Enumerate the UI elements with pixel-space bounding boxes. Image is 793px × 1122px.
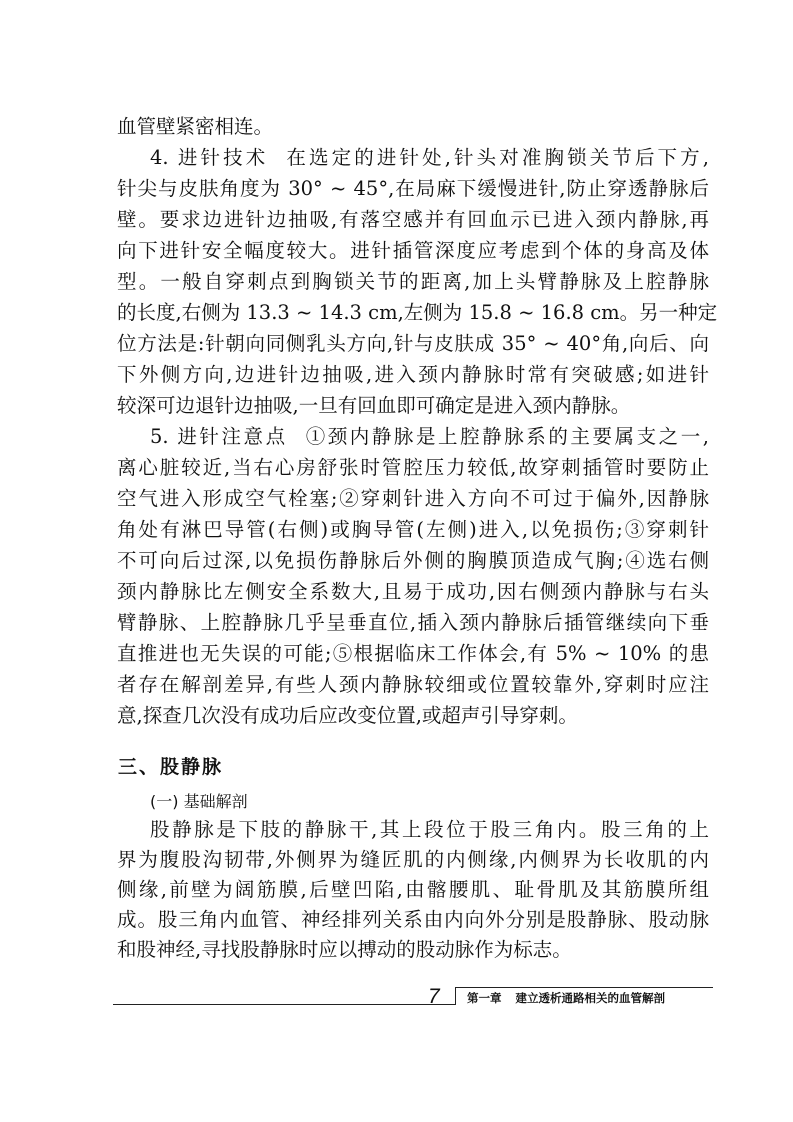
text-line [117,700,709,731]
line-text: 向下进针安全幅度较大。进针插管深度应考虑到个体的身高及体 [117,239,709,262]
line-text: 在选定的进针处,针头对准胸锁关节后下方, [286,146,709,169]
text-line [117,576,709,607]
line-text: 型。一般自穿刺点到胸锁关节的距离,加上头臂静脉及上腔静脉 [117,270,709,293]
line-text: 不可向后过深,以免损伤静脉后外侧的胸膜顶造成气胸;④选右侧 [117,549,709,572]
page-number: 7 [428,985,440,1008]
text-line [117,142,709,173]
line-text: 血管壁紧密相连。 [117,115,274,138]
text-line [117,390,709,421]
line-text: 者存在解剖差异,有些人颈内静脉较细或位置较靠外,穿刺时应注 [117,673,709,696]
line-text: 下外侧方向,边进针边抽吸,进入颈内静脉时常有突破感;如进针 [117,363,709,386]
line-text: 位方法是:针朝向同侧乳头方向,针与皮肤成 35° ~ 40°角,向后、向 [117,332,709,355]
line-text: 界为腹股沟韧带,外侧界为缝匠肌的内侧缘,内侧界为长收肌的内 [117,848,709,871]
running-footer [467,990,665,1006]
line-text: 离心脏较近,当右心房舒张时管腔压力较低,故穿刺插管时要防止 [117,456,709,479]
text-line [117,514,709,545]
text-line [117,545,709,576]
text-line [117,483,709,514]
line-text: 和股神经,寻找股静脉时应以搏动的股动脉作为标志。 [117,938,572,961]
line-text: 空气进入形成空气栓塞;②穿刺针进入方向不可过于偏外,因静脉 [117,487,709,510]
footer-top-rule [455,987,713,988]
body-text-section-a [117,111,718,731]
footer-rule [113,1004,455,1005]
text-line [117,421,709,452]
text-line [117,607,709,638]
text-line [117,845,709,875]
paragraph-label: 5. 进针注意点 [150,425,288,448]
line-text: 成。股三角内血管、神经排列关系由内向外分别是股静脉、股动脉 [117,908,709,931]
text-line [117,905,709,935]
line-text: ①颈内静脉是上腔静脉系的主要属支之一, [305,425,709,448]
text-line [117,328,709,359]
line-text: 较深可边退针边抽吸,一旦有回血即可确定是进入颈内静脉。 [117,394,631,417]
text-line [117,638,709,669]
text-line [117,173,709,204]
footer-divider [455,987,456,1005]
chapter-number: 第一章 [467,991,502,1005]
line-text: 壁。要求边进针边抽吸,有落空感并有回血示已进入颈内静脉,再 [117,208,709,231]
text-line [117,204,709,235]
line-text: 的长度,右侧为 13.3 ~ 14.3 cm,左侧为 15.8 ~ 16.8 cm。另一种定 [117,301,718,324]
line-text: 股静脉是下肢的静脉干,其上段位于股三角内。股三角的上 [150,818,709,841]
text-line [117,266,709,297]
line-text: 颈内静脉比左侧安全系数大,且易于成功,因右侧颈内静脉与右头 [117,580,709,603]
text-line [117,359,709,390]
text-line [117,875,709,905]
text-line [117,235,709,266]
text-line [117,815,709,845]
paragraph-label: 4. 进针技术 [150,146,269,169]
text-line [117,935,709,965]
chapter-title: 建立透析通路相关的血管解剖 [515,991,665,1005]
text-line [117,669,709,700]
text-line [117,297,718,328]
line-text: 意,探查几次没有成功后应改变位置,或超声引导穿刺。 [117,704,578,727]
line-text: 侧缘,前壁为阔筋膜,后壁凹陷,由髂腰肌、耻骨肌及其筋膜所组 [117,878,709,901]
section-heading: 三、股静脉 [118,756,224,778]
subsection-heading: (一) 基础解剖 [150,792,248,811]
text-line [117,111,709,142]
body-text-section-b [117,815,709,965]
line-text: 针尖与皮肤角度为 30° ~ 45°,在局麻下缓慢进针,防止穿透静脉后 [117,177,709,200]
line-text: 角处有淋巴导管(右侧)或胸导管(左侧)进入,以免损伤;③穿刺针 [117,518,709,541]
text-line [117,452,709,483]
line-text: 直推进也无失误的可能;⑤根据临床工作体会,有 5% ~ 10% 的患 [117,642,709,665]
line-text: 臂静脉、上腔静脉几乎呈垂直位,插入颈内静脉后插管继续向下垂 [117,611,709,634]
